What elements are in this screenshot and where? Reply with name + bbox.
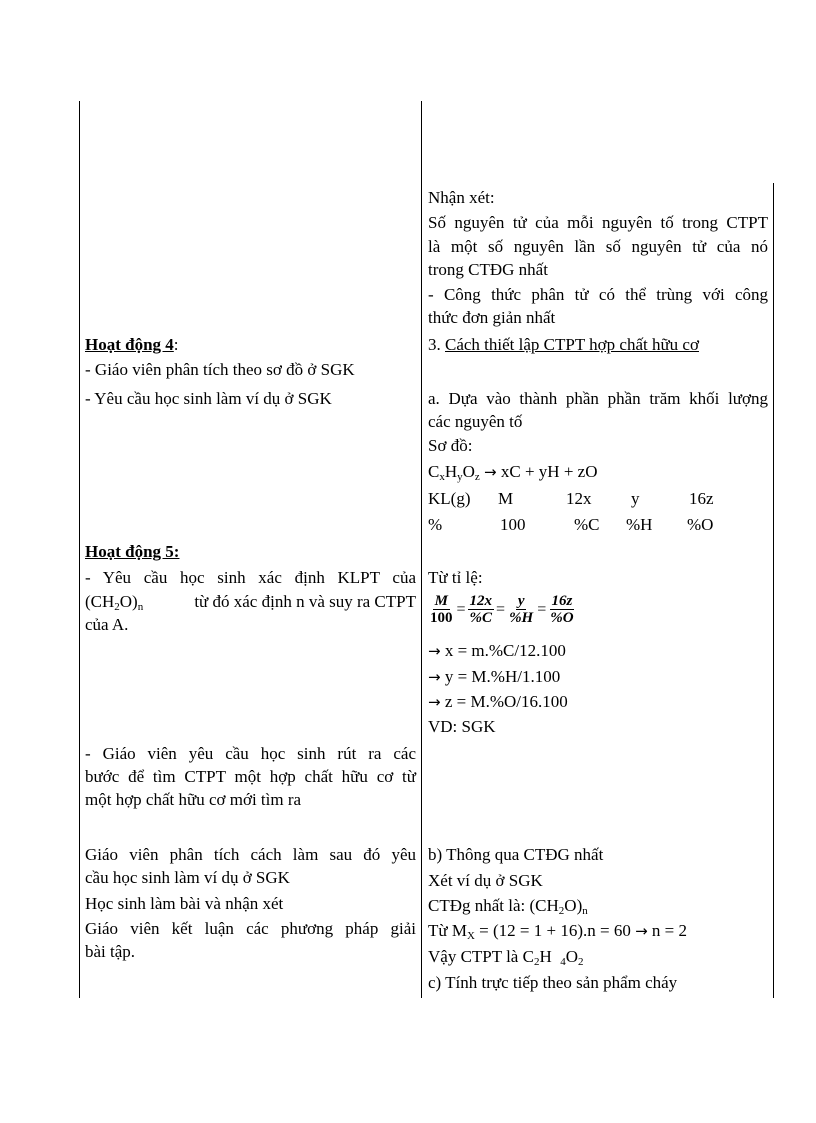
part-b-line-3 xyxy=(428,921,687,941)
equals-sign: = xyxy=(537,600,547,618)
activity-4-title xyxy=(85,335,179,355)
kl-row-col-2: M xyxy=(498,489,514,508)
part-b-line-1: Xét ví dụ ở SGK xyxy=(428,871,543,890)
arrow-icon: → xyxy=(428,693,441,711)
activity-5-title: Hoạt động 5: xyxy=(85,542,180,561)
pct-row-col-5: %O xyxy=(687,515,714,534)
vd-sgk: VD: SGK xyxy=(428,717,496,736)
part-a-line-1: a. Dựa vào thành phần phần trăm khối lượng xyxy=(428,389,768,408)
eq-x: x xyxy=(439,471,445,483)
frac-den: %H xyxy=(509,610,534,626)
steps-line-2: bước để tìm CTPT một hợp chất hữu cơ từ xyxy=(85,767,416,786)
mx-result: n = 2 xyxy=(647,921,688,940)
teacher-line-1: Giáo viên phân tích cách làm sau đó yêu xyxy=(85,845,416,864)
kl-row-col-5: 16z xyxy=(689,489,714,508)
eq-o: O xyxy=(462,462,475,481)
pct-row-col-3: %C xyxy=(574,515,600,534)
ctpt-sub-c: 2 xyxy=(533,956,540,968)
ctdg-sub-n: n xyxy=(582,905,588,917)
activity-5-line-2-text: từ đó xác định n và suy ra CTPT xyxy=(190,592,416,611)
section-3-number: 3. xyxy=(428,335,445,354)
conclusion-line-2: bài tập. xyxy=(85,942,136,961)
y-formula xyxy=(428,667,560,687)
arrow-icon: → xyxy=(635,922,648,940)
eq-h: H xyxy=(444,462,458,481)
ctpt-sub-h: 4 xyxy=(560,956,566,968)
x-formula-text: x = m.%C/12.100 xyxy=(444,641,566,660)
frac-num: y xyxy=(517,593,525,609)
fraction-m-100 xyxy=(428,593,455,626)
frac-den: %C xyxy=(469,610,493,626)
ch2o-close: O) xyxy=(119,592,138,611)
mx-sub: X xyxy=(466,930,475,942)
table-border-right xyxy=(773,183,774,998)
frac-num: 16z xyxy=(551,593,573,609)
activity-4-line-2: - Yêu cầu học sinh làm ví dụ ở SGK xyxy=(85,389,332,408)
ctdg-text: CTĐg nhất là: (CH xyxy=(428,896,559,915)
ch2o-sub-n: n xyxy=(137,601,144,613)
part-c-title: c) Tính trực tiếp theo sản phẩm cháy xyxy=(428,973,678,992)
fraction-16z-o xyxy=(548,593,575,626)
mx-text: Từ M xyxy=(428,921,467,940)
part-b-title: b) Thông qua CTĐG nhất xyxy=(428,845,604,864)
teacher-line-2: cầu học sinh làm ví dụ ở SGK xyxy=(85,868,290,887)
eq-c: C xyxy=(428,462,440,481)
pct-row-col-4: %H xyxy=(626,515,653,534)
ctpt-text: Vậy CTPT là C xyxy=(428,947,534,966)
arrow-icon: → xyxy=(428,642,441,660)
nhan-xet-heading: Nhận xét: xyxy=(428,188,495,207)
activity-4-label: Hoạt động 4 xyxy=(85,335,174,354)
y-formula-text: y = M.%H/1.100 xyxy=(444,667,561,686)
so-do-label: Sơ đồ: xyxy=(428,436,473,455)
pct-row-col-2: 100 xyxy=(500,515,526,534)
ratio-fractions xyxy=(428,593,576,626)
fraction-y-h xyxy=(507,593,535,626)
part-b-line-4 xyxy=(428,947,584,967)
frac-den: %O xyxy=(550,610,574,626)
part-a-line-2: các nguyên tố xyxy=(428,412,523,431)
equals-sign: = xyxy=(496,600,506,618)
ch2o-sub-2: 2 xyxy=(114,601,120,613)
student-line: Học sinh làm bài và nhận xét xyxy=(85,894,284,913)
activity-4-colon: : xyxy=(173,335,179,354)
kl-row-col-3: 12x xyxy=(566,489,592,508)
eq-z: z xyxy=(474,471,480,483)
activity-5-line-2 xyxy=(85,592,416,612)
equals-sign: = xyxy=(456,600,466,618)
activity-5-line-1: - Yêu cầu học sinh xác định KLPT của xyxy=(85,568,416,587)
ctpt-h: H xyxy=(539,947,561,966)
kl-row-col-1: KL(g) xyxy=(428,489,471,508)
table-border-left xyxy=(79,101,80,998)
pct-row-col-1: % xyxy=(428,515,443,534)
steps-line-1: - Giáo viên yêu cầu học sinh rút ra các xyxy=(85,744,416,763)
eq-rhs: xC + yH + zO xyxy=(500,462,598,481)
frac-num: M xyxy=(434,593,448,609)
frac-den: 100 xyxy=(430,610,453,626)
nhan-xet-line-4: - Công thức phân tử có thể trùng với công xyxy=(428,285,768,304)
nhan-xet-line-1: Số nguyên tử của mỗi nguyên tố trong CTPT xyxy=(428,213,768,232)
activity-5-line-3: của A. xyxy=(85,615,129,634)
x-formula xyxy=(428,641,566,661)
z-formula xyxy=(428,692,568,712)
z-formula-text: z = M.%O/16.100 xyxy=(444,692,568,711)
arrow-icon: → xyxy=(428,668,441,686)
table-border-middle xyxy=(421,101,422,998)
kl-row-col-4: y xyxy=(631,489,640,508)
conclusion-line-1: Giáo viên kết luận các phương pháp giải xyxy=(85,919,416,938)
nhan-xet-line-2: là một số nguyên lần số nguyên tử của nó xyxy=(428,237,768,256)
fraction-12x-c xyxy=(468,593,495,626)
nhan-xet-line-3: trong CTĐG nhất xyxy=(428,260,548,279)
ch2o-open: (CH xyxy=(85,592,115,611)
combustion-equation xyxy=(428,462,598,482)
activity-4-line-1: - Giáo viên phân tích theo sơ đồ ở SGK xyxy=(85,360,355,379)
eq-y: y xyxy=(457,471,463,483)
steps-line-3: một hợp chất hữu cơ mới tìm ra xyxy=(85,790,302,809)
ratio-label: Từ tỉ lệ: xyxy=(428,568,483,587)
ctpt-sub-o: 2 xyxy=(578,956,584,968)
part-b-line-2 xyxy=(428,896,588,916)
nhan-xet-line-5: thức đơn giản nhất xyxy=(428,308,556,327)
ctdg-sub-2: 2 xyxy=(558,905,565,917)
section-3-title xyxy=(428,335,699,355)
mx-equation: = (12 = 1 + 16).n = 60 xyxy=(474,921,636,940)
arrow-icon: → xyxy=(484,463,497,481)
ctpt-o: O xyxy=(565,947,578,966)
ctdg-close: O) xyxy=(564,896,583,915)
section-3-heading: Cách thiết lập CTPT hợp chất hữu cơ xyxy=(445,335,699,354)
frac-num: 12x xyxy=(469,593,493,609)
